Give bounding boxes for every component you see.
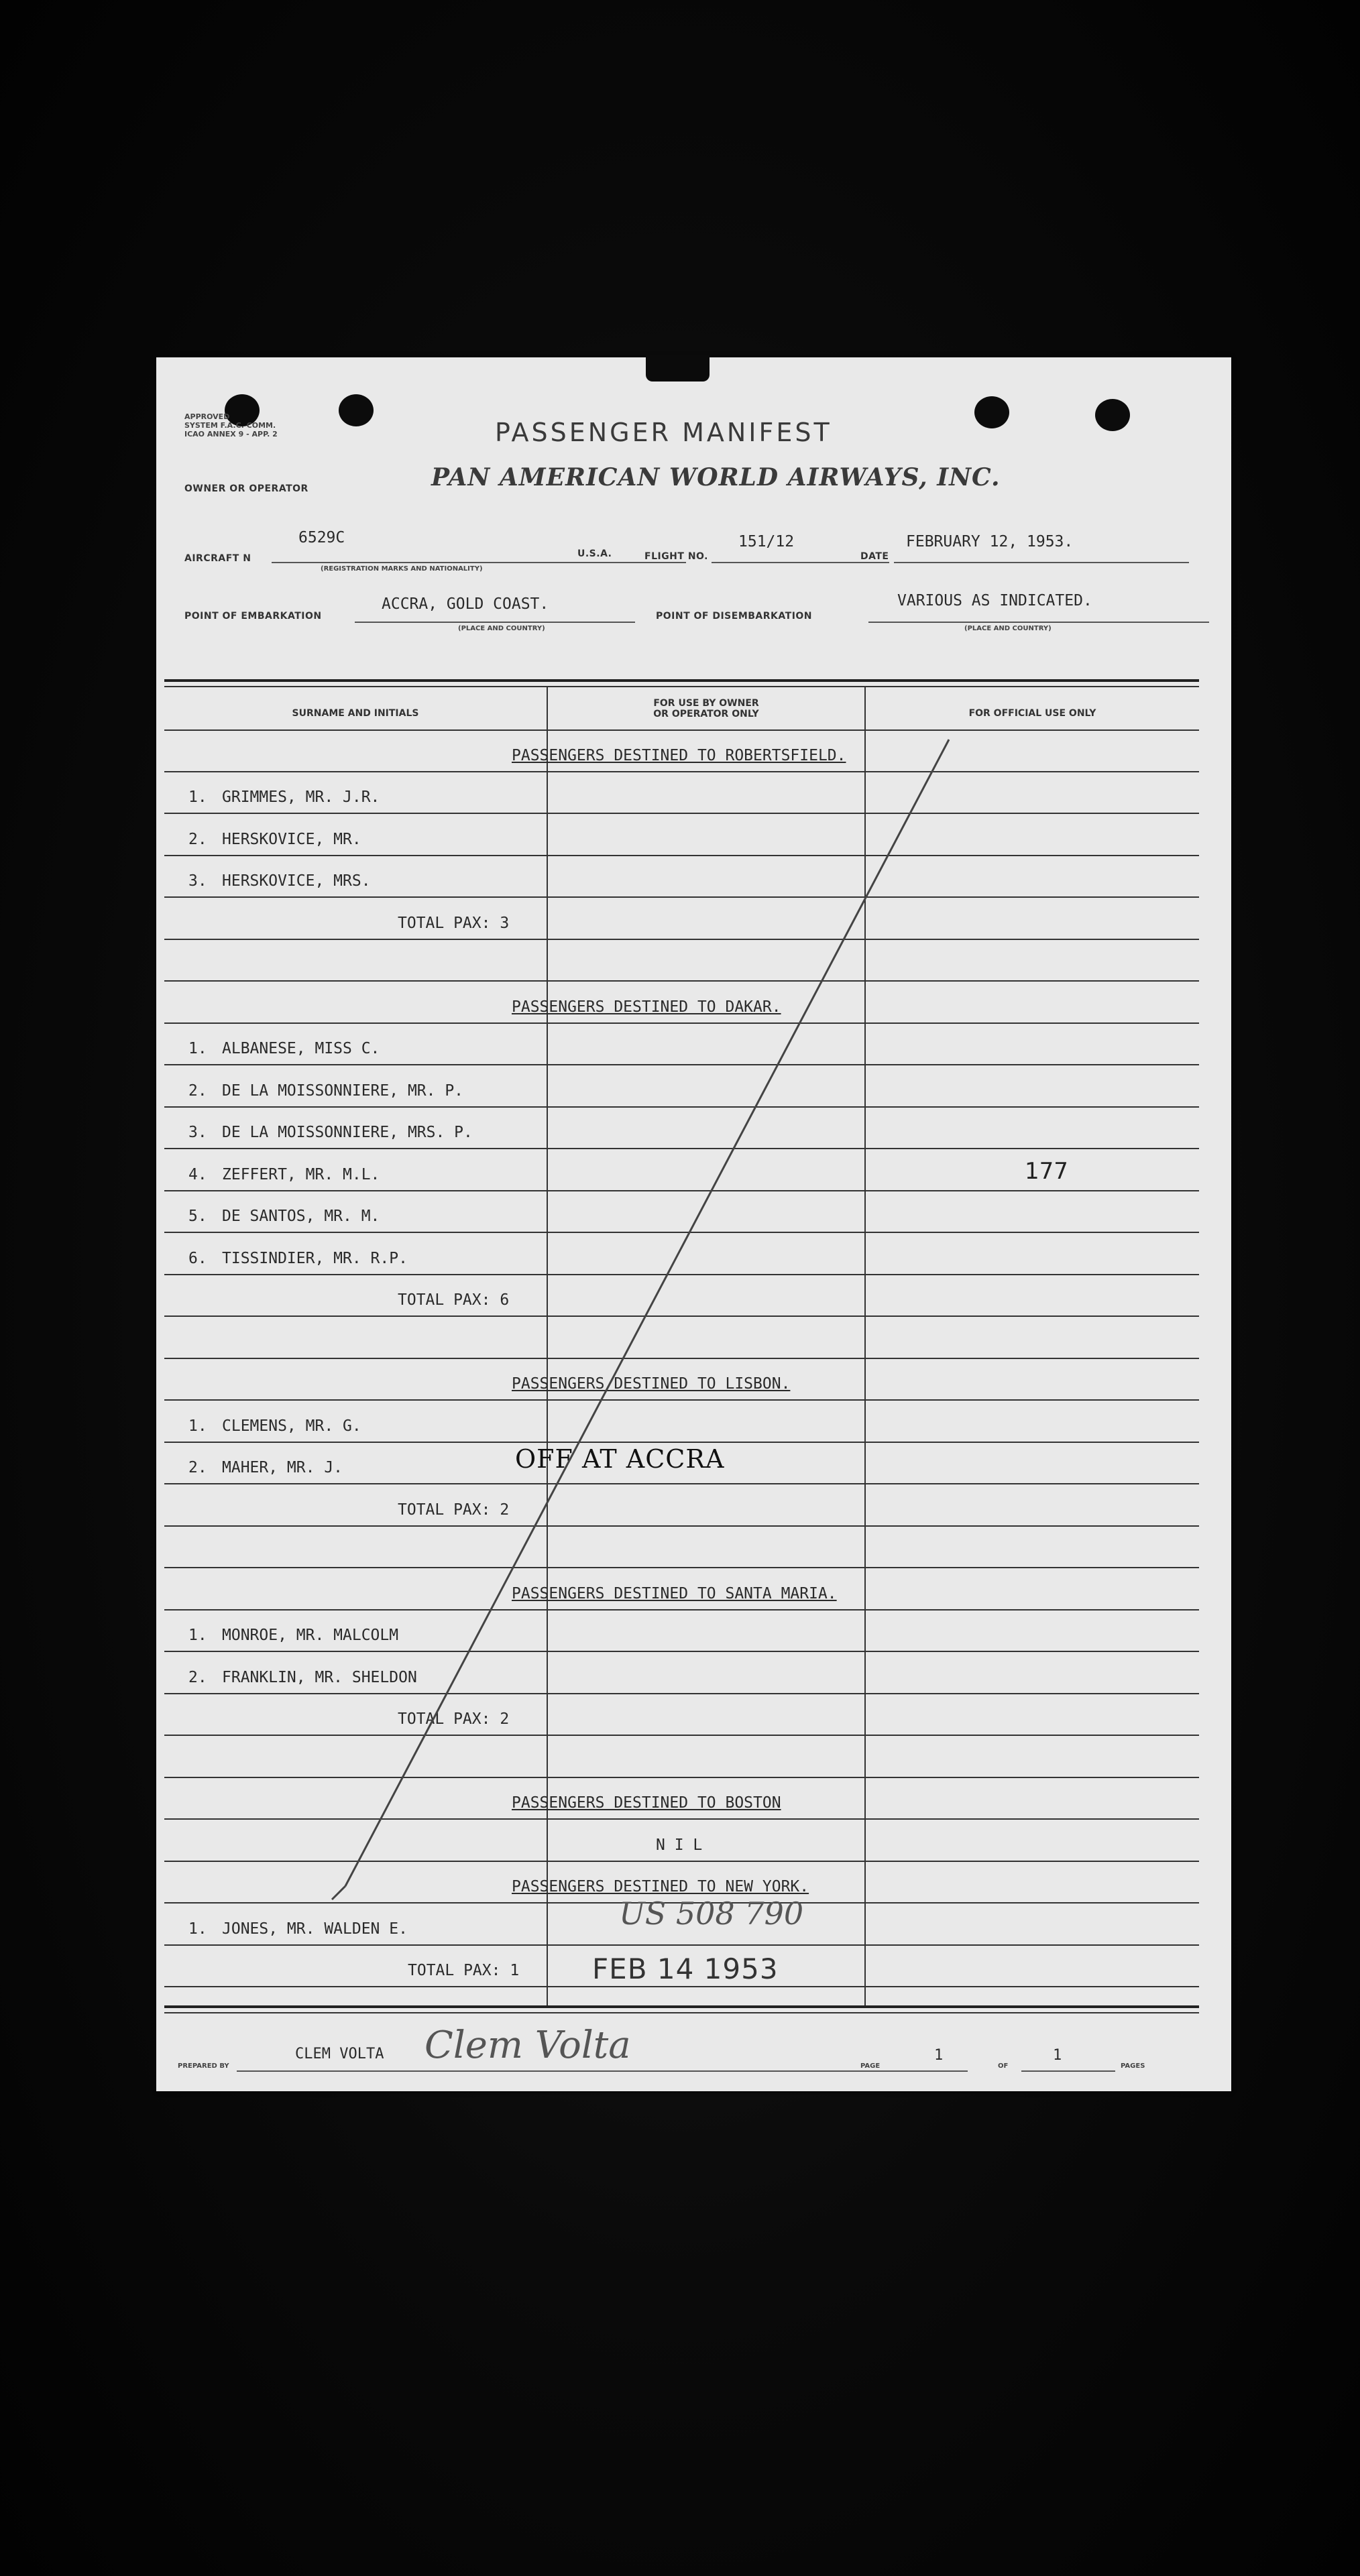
destination-header: PASSENGERS DESTINED TO NEW YORK. [512, 1878, 809, 1895]
column-header-names: SURNAME AND INITIALS [292, 708, 419, 719]
passenger-name: CLEMENS, MR. G. [222, 1417, 361, 1435]
aircraft-label: AIRCRAFT N [184, 553, 251, 564]
page-label: PAGE [860, 2062, 881, 2070]
signature: Clem Volta [424, 2024, 631, 2067]
total-pax: TOTAL PAX: 2 [398, 1710, 510, 1728]
column-header-official: FOR OFFICIAL USE ONLY [968, 708, 1096, 719]
total-pax: TOTAL PAX: 3 [398, 914, 510, 932]
column-header-owner-line-1: FOR USE BY OWNER [653, 698, 759, 709]
passenger-name: JONES, MR. WALDEN E. [222, 1920, 408, 1938]
approval-line-3: ICAO ANNEX 9 - APP. 2 [184, 430, 278, 438]
nationality: U.S.A. [577, 548, 612, 559]
passenger-name: DE LA MOISSONNIERE, MRS. P. [222, 1124, 473, 1141]
prepared-by-name: CLEM VOLTA [295, 2046, 384, 2062]
destination-header: PASSENGERS DESTINED TO LISBON. [512, 1375, 791, 1393]
approval-line-1: APPROVED [184, 412, 230, 421]
passenger-name: DE SANTOS, MR. M. [222, 1208, 380, 1225]
date-value: FEBRUARY 12, 1953. [906, 533, 1074, 550]
passenger-number: 2. [188, 1081, 207, 1100]
page-underline [887, 2070, 968, 2072]
passenger-number: 3. [188, 872, 207, 890]
date-received-stamp: FEB 14 1953 [592, 1952, 779, 1985]
passenger-name: HERSKOVICE, MR. [222, 830, 361, 848]
registration-note: (REGISTRATION MARKS AND NATIONALITY) [321, 565, 483, 573]
passenger-name: FRANKLIN, MR. SHELDON [222, 1668, 417, 1686]
diagonal-cancel-line [156, 357, 1231, 2091]
handwritten-number: US 508 790 [619, 1895, 804, 1932]
destination-header: PASSENGERS DESTINED TO SANTA MARIA. [512, 1584, 837, 1602]
pages-total-underline [1021, 2070, 1115, 2072]
pages-total: 1 [1053, 2047, 1062, 2064]
embarkation-label: POINT OF EMBARKATION [184, 611, 322, 622]
passenger-number: 1. [188, 1417, 207, 1435]
place-country-note-2: (PLACE AND COUNTRY) [964, 625, 1052, 632]
passenger-name: HERSKOVICE, MRS. [222, 872, 371, 890]
passenger-name: GRIMMES, MR. J.R. [222, 788, 380, 806]
of-label: OF [998, 2062, 1009, 2070]
cancel-line-stroke [345, 740, 949, 1886]
passenger-name: MAHER, MR. J. [222, 1459, 343, 1476]
passenger-number: 5. [188, 1208, 207, 1225]
approval-line-2: SYSTEM F.A.C. COMM. [184, 421, 276, 430]
cancel-line-hook [332, 1886, 345, 1899]
date-label: DATE [860, 551, 889, 562]
aircraft-value: 6529C [298, 529, 345, 546]
prepared-by-underline [237, 2070, 914, 2072]
passenger-name: DE LA MOISSONNIERE, MR. P. [222, 1081, 464, 1100]
flight-value: 151/12 [738, 533, 795, 550]
nil-entry: N I L [656, 1836, 703, 1854]
place-country-note-1: (PLACE AND COUNTRY) [458, 625, 545, 632]
operator-name: PAN AMERICAN WORLD AIRWAYS, INC. [431, 463, 1001, 491]
table-bottom-rule-1 [164, 2005, 1199, 2008]
page-number: 1 [934, 2047, 944, 2064]
passenger-number: 2. [188, 830, 207, 848]
passenger-number: 1. [188, 1627, 207, 1644]
passenger-number: 2. [188, 1668, 207, 1686]
passenger-name: MONROE, MR. MALCOLM [222, 1627, 399, 1644]
passenger-number: 3. [188, 1124, 207, 1141]
prepared-by-label: PREPARED BY [178, 2062, 229, 2070]
total-pax: TOTAL PAX: 1 [408, 1962, 520, 1979]
column-header-owner-line-2: OR OPERATOR ONLY [653, 709, 759, 719]
table-bottom-rule-2 [164, 2012, 1199, 2013]
pages-label: PAGES [1121, 2062, 1145, 2070]
total-pax: TOTAL PAX: 2 [398, 1501, 510, 1519]
passenger-name: ALBANESE, MISS C. [222, 1040, 380, 1057]
passenger-number: 6. [188, 1249, 207, 1267]
destination-header: PASSENGERS DESTINED TO BOSTON [512, 1794, 781, 1812]
embarkation-value: ACCRA, GOLD COAST. [382, 595, 549, 613]
flight-label: FLIGHT NO. [644, 551, 708, 562]
passenger-number: 1. [188, 1920, 207, 1938]
passenger-number: 4. [188, 1165, 207, 1183]
official-use-number: 177 [1025, 1157, 1068, 1185]
destination-header: PASSENGERS DESTINED TO ROBERTSFIELD. [512, 746, 846, 764]
disembarkation-label: POINT OF DISEMBARKATION [656, 611, 813, 622]
owner-label: OWNER OR OPERATOR [184, 483, 308, 494]
manifest-sheet [156, 357, 1231, 2091]
passenger-number: 1. [188, 1040, 207, 1057]
off-at-accra-stamp: OFF AT ACCRA [515, 1444, 725, 1474]
disembarkation-value: VARIOUS AS INDICATED. [897, 592, 1092, 609]
form-title: PASSENGER MANIFEST [495, 418, 832, 447]
passenger-number: 2. [188, 1459, 207, 1476]
passenger-number: 1. [188, 788, 207, 806]
total-pax: TOTAL PAX: 6 [398, 1291, 510, 1309]
destination-header: PASSENGERS DESTINED TO DAKAR. [512, 998, 781, 1016]
passenger-name: ZEFFERT, MR. M.L. [222, 1165, 380, 1183]
passenger-name: TISSINDIER, MR. R.P. [222, 1249, 408, 1267]
